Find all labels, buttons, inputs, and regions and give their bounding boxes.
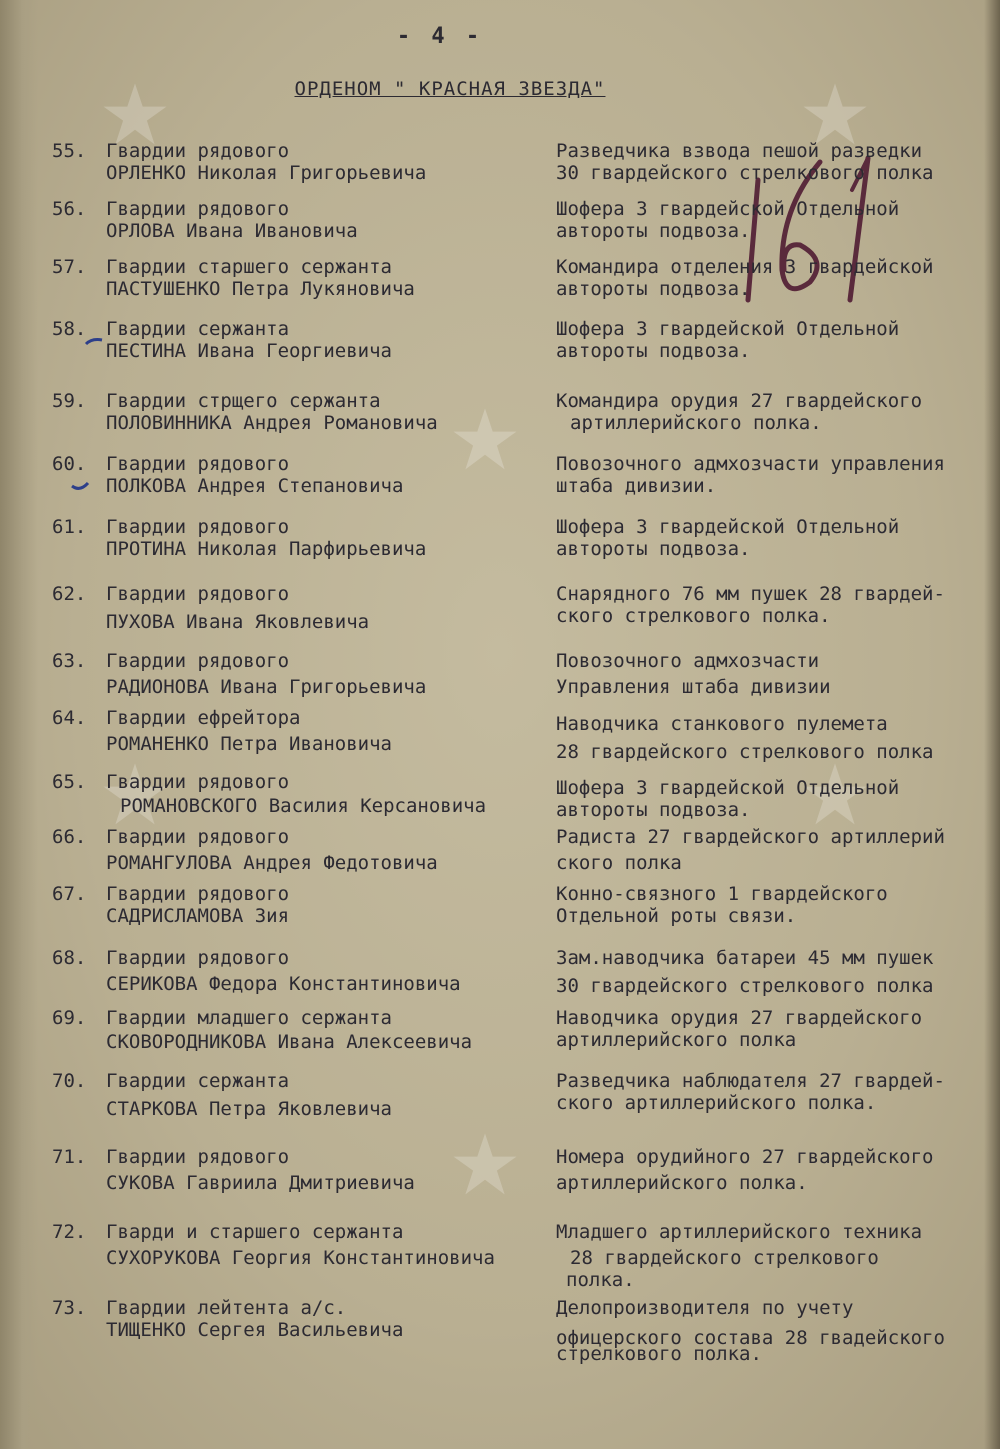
entry-position-line-1: Разведчика взвода пешой разведки — [556, 140, 923, 162]
entry-number: 56. — [52, 198, 87, 220]
entry-position-line-1: Младшего артиллерийского техника — [556, 1221, 923, 1243]
entry-position-line-2: артиллерийского полка — [556, 1029, 797, 1051]
entry-number: 69. — [52, 1007, 87, 1029]
entry-position-line-1: Шофера 3 гвардейской Отдельной — [556, 318, 900, 340]
entry-rank: Гвардии ефрейтора — [106, 707, 301, 729]
watermark-star-icon — [450, 1130, 520, 1200]
entry-position-line-1: Повозочного адмхозчасти управления — [556, 453, 945, 475]
entry-position-line-2: артиллерийского полка. — [570, 412, 822, 434]
entry-position-line-1: Шофера 3 гвардейской Отдельной — [556, 516, 900, 538]
entry-number: 68. — [52, 947, 87, 969]
entry-position-line-2: ского стрелкового полка. — [556, 605, 831, 627]
entry-rank: Гварди и старшего сержанта — [106, 1221, 404, 1243]
entry-position-line-1: Конно-связного 1 гвардейского — [556, 883, 888, 905]
entry-number: 61. — [52, 516, 87, 538]
entry-number: 57. — [52, 256, 87, 278]
entry-rank: Гвардии рядового — [106, 140, 290, 162]
document-heading: ОРДЕНОМ " КРАСНАЯ ЗВЕЗДА" — [294, 78, 606, 100]
entry-position-line-2: автороты подвоза. — [556, 220, 751, 242]
entry-name: ПАСТУШЕНКО Петра Лукяновича — [106, 278, 415, 300]
entry-position-line-2: автороты подвоза. — [556, 799, 751, 821]
paper-edge-right — [984, 0, 1000, 1449]
entry-name: РАДИОНОВА Ивана Григорьевича — [106, 676, 427, 698]
watermark-star-icon — [450, 405, 520, 475]
entry-position-line-1: Наводчика станкового пулемета — [556, 713, 888, 735]
entry-name: ПРОТИНА Николая Парфирьевича — [106, 538, 427, 560]
entry-position-line-2: Отдельной роты связи. — [556, 905, 797, 927]
entry-position-line-2: штаба дивизии. — [556, 475, 717, 497]
entry-name: РОМАНЕНКО Петра Ивановича — [106, 733, 392, 755]
entry-position-line-3: полка. — [566, 1269, 635, 1291]
entry-position-line-2: артиллерийского полка. — [556, 1172, 808, 1194]
entry-rank: Гвардии стрщего сержанта — [106, 390, 381, 412]
entry-name: ПУХОВА Ивана Яковлевича — [106, 611, 370, 633]
entry-name: СУКОВА Гавриила Дмитриевича — [106, 1172, 415, 1194]
entry-position-line-1: Радиста 27 гвардейского артиллерий — [556, 826, 945, 848]
entry-rank: Гвардии рядового — [106, 650, 290, 672]
entry-name: ПОЛОВИННИКА Андрея Романовича — [106, 412, 438, 434]
entry-position-line-2: автороты подвоза. — [556, 278, 751, 300]
entry-number: 66. — [52, 826, 87, 848]
entry-name: СУХОРУКОВА Георгия Константиновича — [106, 1247, 495, 1269]
entry-rank: Гвардии рядового — [106, 771, 290, 793]
entry-rank: Гвардии рядового — [106, 516, 290, 538]
ink-tick-mark-icon — [84, 336, 104, 350]
entry-position-line-1: Номера орудийного 27 гвардейского — [556, 1146, 934, 1168]
entry-rank: Гвардии рядового — [106, 883, 290, 905]
entry-number: 62. — [52, 583, 87, 605]
entry-position-line-1: Делопроизводителя по учету — [556, 1297, 854, 1319]
entry-rank: Гвардии старшего сержанта — [106, 256, 392, 278]
entry-rank: Гвардии рядового — [106, 826, 290, 848]
entry-number: 55. — [52, 140, 87, 162]
entry-rank: Гвардии сержанта — [106, 1070, 290, 1092]
entry-position-line-1: Снарядного 76 мм пушек 28 гвардей- — [556, 583, 945, 605]
entry-rank: Гвардии младшего сержанта — [106, 1007, 392, 1029]
entry-rank: Гвардии рядового — [106, 198, 290, 220]
entry-name: РОМАНГУЛОВА Андрея Федотовича — [106, 852, 438, 874]
entry-position-line-2: автороты подвоза. — [556, 340, 751, 362]
entry-position-line-1: Командира отделения 3 гвардейской — [556, 256, 934, 278]
entry-position-line-1: Разведчика наблюдателя 27 гвардей- — [556, 1070, 945, 1092]
entry-position-line-3: стрелкового полка. — [556, 1343, 762, 1365]
entry-number: 73. — [52, 1297, 87, 1319]
entry-number: 64. — [52, 707, 87, 729]
entry-number: 60. — [52, 453, 87, 475]
entry-rank: Гвардии рядового — [106, 453, 290, 475]
entry-position-line-1: Зам.наводчика батареи 45 мм пушек — [556, 947, 934, 969]
entry-position-line-1: Шофера 3 гвардейской Отдельной — [556, 777, 900, 799]
entry-number: 72. — [52, 1221, 87, 1243]
entry-position-line-2: 30 гвардейского стрелкового полка — [556, 975, 934, 997]
entry-name: ОРЛОВА Ивана Ивановича — [106, 220, 358, 242]
entry-position-line-1: Повозочного адмхозчасти — [556, 650, 820, 672]
entry-position-line-2: Управления штаба дивизии — [556, 676, 831, 698]
entry-number: 70. — [52, 1070, 87, 1092]
entry-position-line-2: 28 гвардейского стрелкового — [570, 1247, 879, 1269]
entry-position-line-1: Наводчика орудия 27 гвардейского — [556, 1007, 923, 1029]
entry-position-line-2: 28 гвардейского стрелкового полка — [556, 741, 934, 763]
entry-name: СТАРКОВА Петра Яковлевича — [106, 1098, 392, 1120]
page-number: - 4 - — [396, 24, 484, 49]
entry-rank: Гвардии рядового — [106, 1146, 290, 1168]
entry-position-line-2: офицерского состава 28 гвадейского — [556, 1327, 945, 1349]
entry-name: ПЕСТИНА Ивана Георгиевича — [106, 340, 392, 362]
entry-position-line-2: 30 гвардейского стрелкового полка — [556, 162, 934, 184]
entry-number: 59. — [52, 390, 87, 412]
entry-number: 71. — [52, 1146, 87, 1168]
entry-position-line-2: ского полка — [556, 852, 682, 874]
entry-name: ПОЛКОВА Андрея Степановича — [106, 475, 404, 497]
entry-position-line-1: Шофера 3 гвардейской Отдельной — [556, 198, 900, 220]
entry-number: 65. — [52, 771, 87, 793]
entry-name: РОМАНОВСКОГО Василия Керсановича — [120, 795, 487, 817]
entry-number: 63. — [52, 650, 87, 672]
entry-name: СЕРИКОВА Федора Константиновича — [106, 973, 461, 995]
entry-number: 67. — [52, 883, 87, 905]
entry-name: ОРЛЕНКО Николая Григорьевича — [106, 162, 427, 184]
entry-name: ТИЩЕНКО Сергея Васильевича — [106, 1319, 404, 1341]
paper-edge-left — [0, 0, 38, 1449]
entry-position-line-2: ского артиллерийского полка. — [556, 1092, 877, 1114]
entry-rank: Гвардии лейтента а/с. — [106, 1297, 347, 1319]
entry-rank: Гвардии рядового — [106, 947, 290, 969]
entry-position-line-1: Командира орудия 27 гвардейского — [556, 390, 923, 412]
entry-number: 58. — [52, 318, 87, 340]
entry-rank: Гвардии рядового — [106, 583, 290, 605]
entry-name: СКОВОРОДНИКОВА Ивана Алексеевича — [106, 1031, 473, 1053]
entry-name: САДРИСЛАМОВА Зия — [106, 905, 290, 927]
entry-position-line-2: автороты подвоза. — [556, 538, 751, 560]
entry-rank: Гвардии сержанта — [106, 318, 290, 340]
ink-tick-mark-icon — [70, 480, 90, 494]
